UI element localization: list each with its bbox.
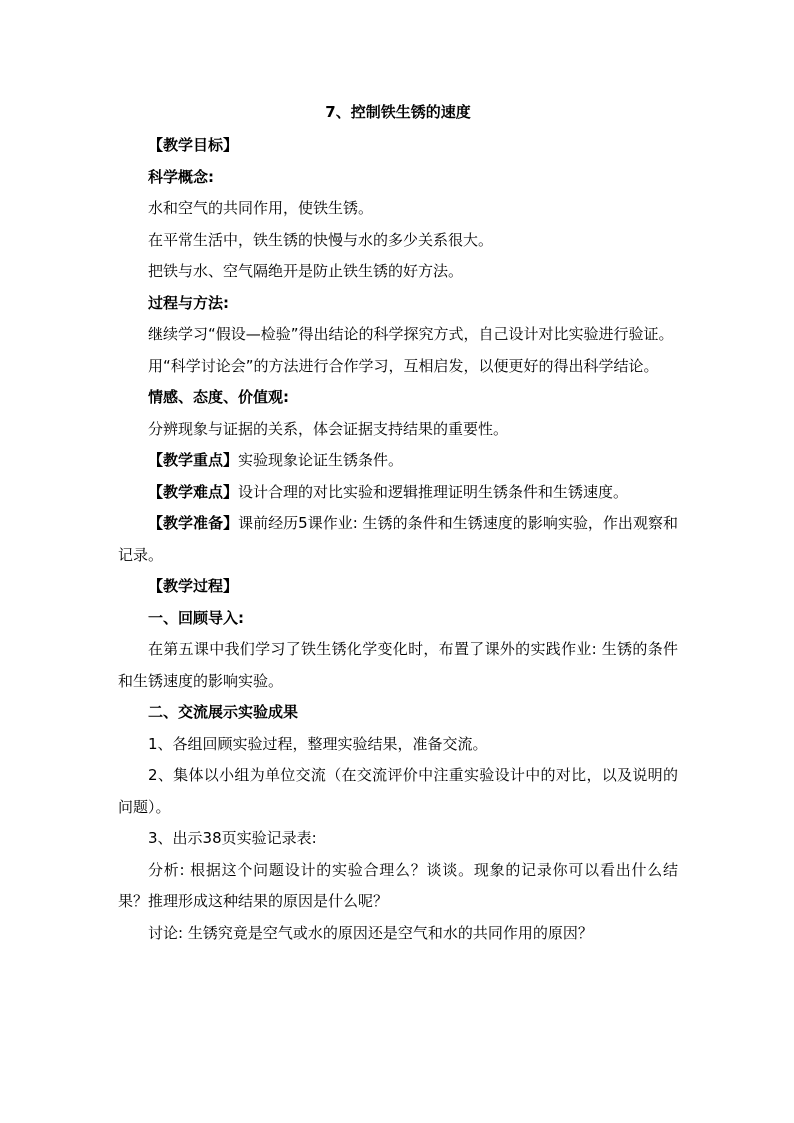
document-body <box>118 98 678 949</box>
preparation-label: 【教学准备】 <box>148 514 239 532</box>
discussion-paragraph: 讨论: 生锈究竟是空气或水的原因还是空气和水的共同作用的原因？ <box>148 923 593 942</box>
attitude-line-1: 分辨现象与证据的关系，体会证据支持结果的重要性。 <box>148 419 509 438</box>
preparation-text: 课前经历5课作业: 生锈的条件和生锈速度的影响实验，作出观察和记录。 <box>118 514 678 564</box>
process-paragraph-1: 继续学习“假设—检验”得出结论的科学探究方式，自己设计对比实验进行验证。 <box>148 325 674 343</box>
attitude-heading: 情感、态度、价值观: <box>148 388 289 406</box>
step2-item-3: 3、出示38页实验记录表: <box>148 829 317 847</box>
step2-item-2: 2、集体以小组为单位交流（在交流评价中注重实验设计中的对比，以及说明的问题）。 <box>118 766 678 816</box>
key-point-text: 实验现象论证生锈条件。 <box>238 451 404 469</box>
step1-paragraph: 在第五课中我们学习了铁生锈化学变化时，布置了课外的实践作业: 生锈的条件和生锈速度的影响实验。 <box>118 640 678 690</box>
process-heading: 过程与方法: <box>148 293 229 312</box>
concept-line-3: 把铁与水、空气隔绝开是防止铁生锈的好方法。 <box>148 262 464 280</box>
step2-heading: 二、交流展示实验成果 <box>148 703 299 721</box>
step2-item-1: 1、各组回顾实验过程，整理实验结果，准备交流。 <box>148 734 488 753</box>
difficulty-text: 设计合理的对比实验和逻辑推理证明生锈条件和生锈速度。 <box>238 482 629 501</box>
analysis-paragraph: 分析: 根据这个问题设计的实验合理么？谈谈。现象的记录你可以看出什么结果？推理形成这种结果的原因是什么呢？ <box>118 860 678 910</box>
key-point-paragraph <box>118 445 678 477</box>
objectives-heading: 【教学目标】 <box>148 136 239 154</box>
process-section-heading: 【教学过程】 <box>148 577 239 595</box>
concept-line-1: 水和空气的共同作用，使铁生锈。 <box>148 199 374 217</box>
document-title: 7、控制铁生锈的速度 <box>325 103 471 121</box>
concept-heading: 科学概念: <box>148 167 214 186</box>
key-point-label: 【教学重点】 <box>148 451 239 469</box>
difficulty-label: 【教学难点】 <box>148 482 239 501</box>
preparation-paragraph <box>118 508 678 571</box>
process-paragraph-2: 用“科学讨论会”的方法进行合作学习，互相启发，以便更好的得出科学结论。 <box>148 356 659 375</box>
concept-line-2: 在平常生活中，铁生锈的快慢与水的多少关系很大。 <box>148 230 494 249</box>
step1-heading: 一、回顾导入: <box>148 608 244 627</box>
difficulty-paragraph <box>118 477 678 509</box>
